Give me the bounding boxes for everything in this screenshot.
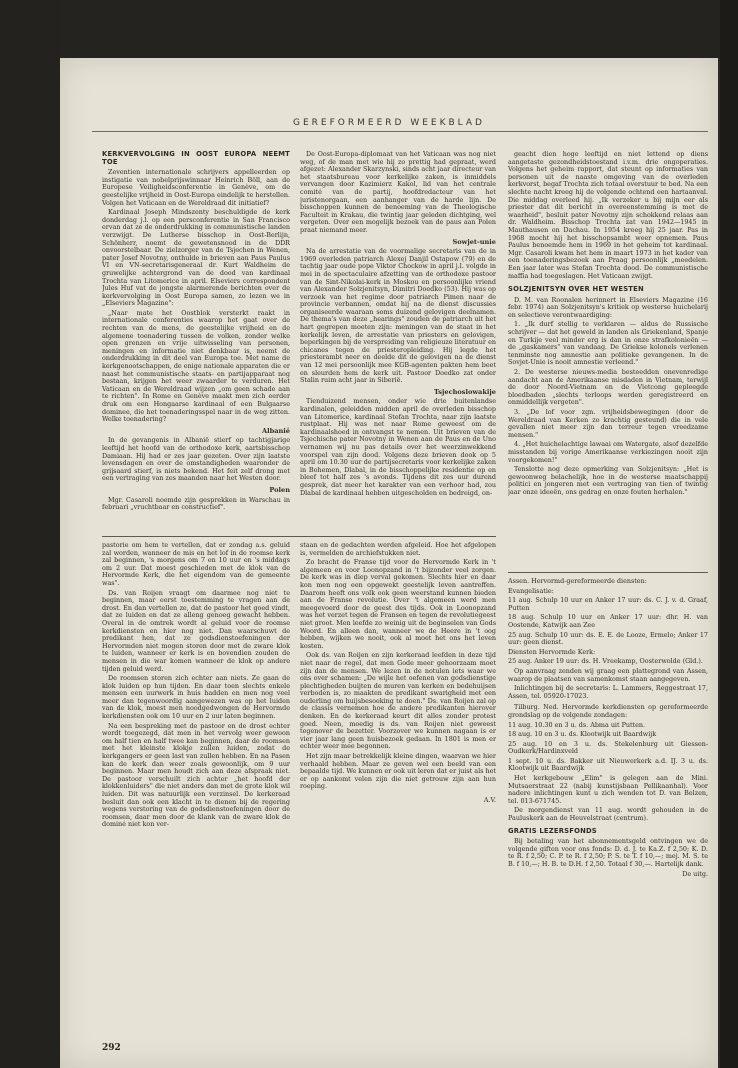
announcements-column — [508, 578, 708, 1058]
list-item: 25 aug. 10 en 3 u. ds. Stekelenburg uit Giessen-Oudkerk/Hardinxveld — [508, 739, 708, 756]
scan-border-right — [720, 0, 738, 1068]
paragraph: Bij betaling van het abonnementsgeld ontvingen we de volgende giften voor ons fonds: D. d. J. te Ka.Z. f 2,50; K. D. te R. f 2,50; C. P. te R. f 2,50; P. S. te T. f 10,—; mej. M. S. te B. f 10,—; H. B. te D.H. f 2,50. Totaal f 30,—. Hartelijk dank. — [508, 837, 708, 868]
section-heading-tsjechoslowakije: Tsjechoslowakije — [433, 387, 496, 396]
list-item: Diensten Hervormde Kerk: — [508, 647, 596, 656]
article-title: KERKVERVOLGING IN OOST EUROPA NEEMT TOE — [102, 151, 290, 166]
article-column-1-bottom — [102, 542, 290, 1047]
paragraph: Het zijn maar betrekkelijk kleine dingen, waarvan we hier verhaald hebben. Maar ze geven wel een beeld van een bepaalde tijd. We kunnen er ook uit leren dat er juist als het er op aankomt velen zijn die niet getrouw zijn aan hun roeping. — [300, 752, 496, 791]
paragraph: Op aanvraag zenden wij graag een plattegrond van Assen, waarop de plaatsen van samenkomst staan aangegeven. — [508, 666, 708, 683]
section-divider — [508, 572, 708, 573]
header-rule — [92, 131, 708, 132]
list-item: 11 aug. Schulp 10 uur en Anker 17 uur: ds. C. J. v. d. Graaf, Putten — [508, 596, 708, 612]
paragraph: Inlichtingen bij de secretaris: L. Lammers, Reggestraat 17, Assen, tel. 05920-17023. — [508, 684, 708, 700]
paragraph: Na de arrestatie van de voormalige secretaris van de in 1969 overleden patriarch Alexej Danjil Ostapow (79) en de tachtig jaar oude pope Viktor Chockow in april j.l. volgde in mei in de spectaculaire afzetting van de orthodoxe pastoor van de Sint-Nikolai-kerk in Moskou en persoonlijke vriend van Alexander Solzjenitsyn, Dimitri Doedko (53). Hij was op verzoek van het regime door patriarch Pimen naar de provincie verbannen, omdat hij na de dienst discussies organiseerde waaraan soms duizend gelovigen deelnamen. De thema's van deze „hearings" zouden de patriarch uit het hart gegrepen moeten zijn: meningen van de staat in het kerkelijk leven, de arrestatie van priesters en gelovigen, beperkingen bij de verspreiding van religieuze literatuur en chicanes tegen de priesteropleiding. Hij legde het priesterambt neer en deelde dit de gelovigen na de dienst van 12 mei persoonlijk mee KGB-agenten pakten hem beet en sleurden hem de kerk uit. Pastoor Doedko zat onder Stalin ruim acht jaar in Siberië. — [300, 247, 496, 385]
paragraph: De roomsen storen zich echter aan niets. Ze gaan de klok luiden op hun tijden. En daar toen slechts enkele mensen een uurwerk in huis hadden en men nog veel meer dan tegenwoordig aangewezen was op het luiden van de klok, moest men noodgedwongen de Hervormde kerkdiensten ook om 10 uur en 2 uur laten beginnen. — [102, 674, 290, 721]
page-number: 292 — [102, 1043, 121, 1053]
article-column-2-bottom — [300, 542, 496, 1047]
running-head: GEREFORMEERD WEEKBLAD — [293, 118, 485, 128]
article-title-lezersfonds: GRATIS LEZERSFONDS — [508, 826, 597, 835]
paragraph: staan en de gedachten werden afgeleid. Hoe het afgelopen is, vermelden de archiefstukken niet. — [300, 542, 496, 557]
paragraph: Tienduizend mensen, onder wie drie buitenlandse kardinalen, geleidden midden april de overleden bisschop van Litomerice, kardinaal Stefan Trochta, naar zijn laatste rustplaat. Hij was net naar Rome geweest om de kardinaalshoed in ontvangst te nemen. Uit brieven van de Tsjechische pater Novotny in Wenen aan de Paus en de Uno vernamen wij nu pas details over het weerzinwekkend voorspel van zijn dood. Volgens deze brieven dook op 5 april om 10.30 uur de partijsecretaris voor kerkelijke zaken in Bohemen, Dlabal, in de bisschoppelijke residentie op en bleef tot half zes 's avonds. Tijdens dit zes uur durend gesprek, dat meer het karakter van een verhoor had, zou Dlabal de kardinaal hebben uitgescholden en bedreigd, on- — [300, 397, 496, 497]
paragraph: Tenslotte nog deze opmerking van Solzjenitsyn: „Het is gewoonweg belachelijk, hoe in de westerse maatschappij politici en jongeren met een vertraging van tien of twintig jaar onze ideeën, ons gedrag en onze fouten herhalen." — [508, 465, 708, 496]
list-item: Assen. Hervormd-gereformeerde diensten: — [508, 578, 647, 585]
paragraph: Tilburg. Ned. Hervormde kerkdiensten op gereformeerde grondslag op de volgende zondagen: — [508, 703, 708, 719]
scan-border-left — [0, 0, 60, 1068]
article-column-3 — [508, 151, 708, 571]
section-heading-sowjet-unie: Sowjet-unie — [452, 237, 496, 246]
paragraph: Ds. van Roijen vraagt om daarmee nog niet te beginnen, maar eerst toestemming te vragen aan de drost. En dan vertellen ze, dat de pastoor het goed vindt, dat ze luiden en dat ze alleng genoeg gewacht hebben. Overal in de omtrek wordt al geluid voor de roomse kerkdiensten en hier nog niet. Dan waarschuwt de predikant hen, dat ze godsdienstoefeningen der Hervormden niet mogen storen door met de zware klok te luiden, wanneer er kerk is en bovendien zouden de mensen in die war komen wanneer de klok op andere tijden geluid werd. — [102, 588, 290, 673]
list-item: 11 aug. 10.30 en 3 u. ds. Abma uit Putten. — [508, 720, 646, 729]
article-title-solzjenitsyn: SOLZJENITSYN OVER HET WESTEN — [508, 285, 644, 294]
author-signature: A.V. — [483, 796, 496, 804]
section-heading-polen: Polen — [269, 485, 290, 494]
list-item: 18 aug. Schulp 10 uur en Anker 17 uur: dhr. H. van Oostende, Katwijk aan Zee — [508, 613, 708, 629]
paragraph: 1. „Ik durf stellig te verklaren — aldus de Russische schrijver — dat het geweld in landen als Griekenland, Spanje en Turkije veel minder erg is dan in onze strafkolonieën — de „gaskamers" van vandaag. De Griekse kolonels verlenen tenminste nog amnestie aan politieke gevangenen. In de Sovjet-Unie is nooit amnestie verleend." — [508, 320, 708, 367]
paragraph: 4. „Het huichelachtige lawaai om Watergate, alsof dezelfde misstanden bij vorige Amerikaanse verkiezingen nooit zijn voorgekomen!" — [508, 440, 708, 464]
paragraph: Kardinaal Joseph Mindszenty beschuldigde de kerk donderdag j.l. op een persconferentie in San Francisco ervan dat ze de onderdrukking in communistische landen verzwijgt. De Lutherse bisschop in Oost-Berlijn, Schönherr, noemt de gewetensnood in de DDR onvoorstelbaar. De zielzorger van de Tsjechen in Wenen, pater Josef Novotny, onthulde in brieven aan Paus Paulus VI en VN-secretarisgeneraal dr. Kurt Waldheim de gruwelijke achtergrond van de dood van kardinaal Trochta van Litomerice in april. Elseviers correspondent Jules Huf vat de jongste alarmerende berichten over de kerkvervolging in Oost Europa samen, zo lezen we in „Elseviers Magazine": — [102, 208, 290, 308]
paragraph: Mgr. Casaroli noemde zijn gesprekken in Warschau in februari „vruchtbaar en constructief". — [102, 495, 290, 512]
paragraph: Ook ds. van Roijen en zijn kerkeraad leefden in deze tijd niet naar de regel, dat men Gode meer gehoorzaam moet zijn dan de mensen. We lezen in de notulen iets waar we ons over schamen: „De wijle het oefenen van godsdienstige plechtigheden buijten de muren van kerken en bedehuijsen verboden is, zo maakten de predikant swarigheid met een ouderling om huijsbesoeking te doen." Ds. van Roijen zal op de classis vernemen hoe de andere predikanten hierover denken. En de kerkeraad keurt dit alles zonder protest goed. Neen, moedig is ds. van Roijen niet geweest tegenover de bezetter. Voorzover we kunnen nagaan is er vier jaar lang geen huisbezoek gedaan. In 1801 is men er echter weer mee begonnen. — [300, 651, 496, 751]
paragraph: 2. De westerse nieuws-media besteedden onevenredige aandacht aan de Amerikaanse misdaden in Vietnam, terwijl de door Noord-Vietnam en de Vietcong gepleegde bloedbaden „slechts terloops werden geregistreerd en onmiddellijk vergeten". — [508, 368, 708, 407]
paragraph: „Naar mate het Oostblok versterkt raakt in internationale conferenties waarop het gaat over de rechten van de mens, de geestelijke vrijheid en de algemene toenadering tussen de volken, zonder welke open grenzen en vrije uitwisseling van personen, meningen en informatie niet denkbaar is, neemt de onderdrukking in dit deel van Europa toe. Met name de kerkgenootschappen, de enige nationale apparaten die er naast het communistische staats- en partijapparaat nog bestaan, krijgen het weer zwaarder te verduren. Het Vaticaan en de Wereldraad wijzen „om geen schade aan te richten". In Rome en Genève maakt men zich eerder druk om een Hongaarse kardinaal of een Bulgaarse dominee, die het toenaderingsspel naar in de weg zitten. Welke toenadering? — [102, 308, 290, 424]
paragraph: Zo bracht de Franse tijd voor de Hervormde Kerk in 't algemeen en voor Loonopzand in 't bijzonder veel zorgen. De kerk was in diep verval gekomen. Slechts hier en daar kon men nog een opgewekt geestelijk leven aantreffen. Daarom heeft ons volk ook geen weerstand kunnen bieden aan de Franse revolutie. Over 't algemeen werd men meegevoerd door de geest des tijds. Ook in Loonopzand was het verzet tegen de Fransen en tegen de revolutiegeest niet groot. Men leefde zo weinig uit de beginselen van Gods Woord. En alleen dan, wanneer we de Heere in 't oog hebben, wijken we nooit, ook al moet het ons het leven kosten. — [300, 558, 496, 650]
paragraph: pastorie om hem te vertellen, dat er zondag a.s. geluid zal worden, wanneer de mis en het lof in de roomse kerk zal beginnen, 's morgens om 7 en 10 uur en 's middags om 2 uur. Dat moest geschieden met de klok van de Hervormde Kerk, die het eigendom van de gemeente was". — [102, 542, 290, 587]
list-item: 18 aug. 10 en 3 u. ds. Klootwijk uit Baardwijk — [508, 730, 657, 739]
paragraph: Na een bespreking met de pastoor en de drost echter wordt toegezegd, dat men in het vervolg weer gewoon om half tien en half twee kan beginnen, daar de roomsen met het kleinste klokje zullen luiden, zodat de kerkgangers er geen last van zullen hebben. En na Pasen kan de kerk dan weer zoals gewoonlijk, om 9 uur beginnen. Maar men houdt zich aan deze afspraak niet. De pastoor verschuilt zich achter „het hoofd der klokkenluiders" die niet anders dan met de grote klok wil luiden. Dit was natuurlijk een verzinsel. De kerkeraad besluit dan ook een klacht in te dienen bij de regering wegens verstoring van de godsdienstoefeningen door de roomsen, daar men door de klank van de zware klok de dominé niet kon ver- — [102, 721, 290, 829]
paragraph: De Oost-Europa-diplomaat van het Vaticaan was nog niet weg, of de man met wie hij zo prettig had gepraat, werd afgezet: Alexander Skarzynski, sinds acht jaar directeur van het staatsbureau voor kerkelijke zaken, is inmiddels vervangen door Kazimierz Kakol, lid van het centrale comité van de partij, hoofdredacteur van het juristenorgaan, een aanhanger van de harde lijn. De bisschoppen kunnen de benoeming van de Theologische Faculteit in Krakau, die twintig jaar geleden dichtging, wel vergeten. Over een mogelijk bezoek van de paus aan Polen praat niemand meer. — [300, 151, 496, 234]
section-heading-albanie: Albanië — [262, 426, 290, 435]
article-column-2 — [300, 151, 496, 531]
paragraph: De morgendienst van 11 aug. wordt gehouden in de Pauluskerk aan de Heuvelstraat (centrum). — [508, 806, 708, 823]
section-divider — [102, 536, 496, 537]
paragraph: 3. „De lof voor zgn. vrijheidsbewegingen (door de Wereldraad van Kerken zo krachtig gesteund) die in vele gevallen niet meer zijn dan terreur tegen vreedzame mensen." — [508, 408, 708, 439]
paragraph: In de gevangenis in Albanië stierf op tachtigjarige leeftijd het hoofd van de orthodoxe kerk, aartsbisschop Damiaan. Hij had er zes jaar gezeten. Over zijn laatste levensdagen en over de omstandigheden waaronder de grijsaard stierf, is niets bekend. Het feit zelf drong met een vertraging van zes maanden naar het Westen door. — [102, 436, 290, 483]
list-item: 25 aug. Schulp 10 uur: ds. E. E. de Looze, Ermelo; Anker 17 uur: geen dienst. — [508, 630, 708, 647]
list-item: 25 aug. Anker 19 uur: ds. H. Vreekamp, Oosterwolde (Gld.). — [508, 657, 703, 666]
scan-border-top — [0, 0, 738, 58]
paragraph: Het kerkgebouw „Elim" is gelegen aan de Mini. Mutsaerstraat 22 (nabij kunstijsbaan Pellikaanhal). Voor nadere inlichtingen kunt u zich wenden tot D. van Belzen, tel. 013-671745. — [508, 774, 708, 805]
paragraph: geacht dien hoge leeftijd en niet lettend op diens aangetaste gezondheidstoestand i.v.m. drie ongoperaties. Volgens het geheim rapport, dat steunt op informaties van personen uit de naaste omgeving van de overleden kerkvorst, begaf Trochta zich totaal overstuur te bed. Na een slechte nacht kreeg hij de volgende ochtend een hartaanval. Die middag overleed hij. „Ik verzeker u bij mijn eer als priester dat dit bericht in overeenstemming is met de waarheid", besluit pater Novotny zijn schokkend relaas aan dr. Waldheim. Bisschop Trochta zat van 1942—1945 in Mauthausen en Dachau. In 1954 kreeg hij 25 jaar. Pas in 1968 mocht hij het bisschopsambt weer opnemen. Paus Paulus benoemde hem in 1969 in het geheim tot kardinaal. Mgr. Casaroli kwam het hem in maart 1973 in het kader van een toenaderingsbezoek aan Praag persoonlijk „meedelen. Een jaar later was Stefan Trochta dood. De communistische maffia had toegeslagen. Het Vaticaan zwijgt. — [508, 151, 708, 280]
list-item: Evangelisatie: — [508, 586, 554, 595]
article-column-1 — [102, 151, 290, 531]
paragraph: D. M. van Roonalen herinnert in Elseviers Magazine (16 febr. 1974) aan Solzjenitsyn's kritiek op westerse huichelarij en selectieve verontwaardiging: — [508, 295, 708, 319]
paragraph: Zeventien internationale schrijvers appelleerden op instigatie van nobelprijswinnaar Heinrich Böll, aan de Europese Veiligheidsconferentie in Genève, om de geestelijke vrijheid in Oost-Europa eindelijk te herstellen. Volgen het Vaticaan en de Wereldraad dit initiatief? — [102, 168, 290, 207]
publisher-signature: De uitg. — [682, 869, 708, 878]
magazine-page — [60, 58, 718, 1068]
list-item: 1 sept. 10 u. ds. Bakker uit Nieuwerkerk a.d. IJ. 3 u. ds. Klootwijk uit Baardwijk — [508, 756, 708, 773]
